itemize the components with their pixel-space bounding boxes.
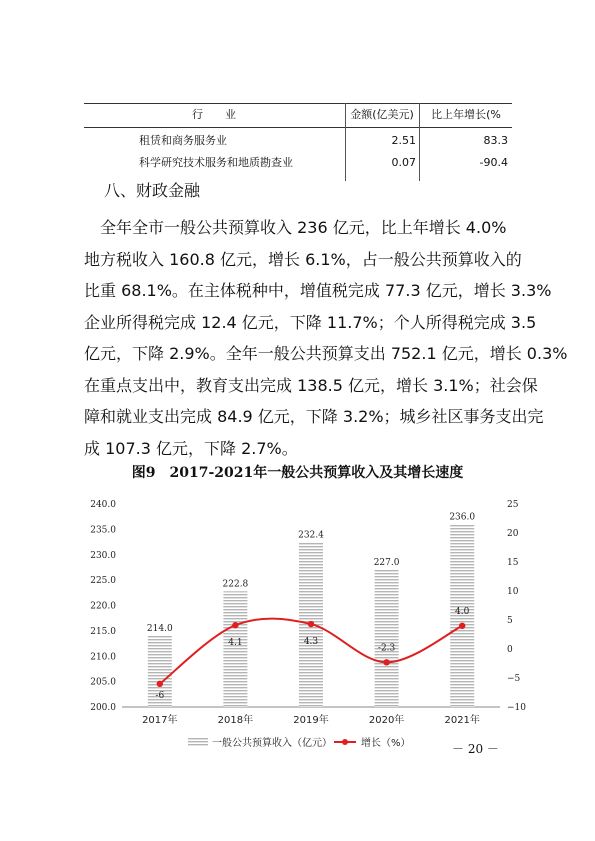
y-left-tick-label: 230.0 xyxy=(90,550,116,561)
chart-title: 图9 2017-2021年一般公共预算收入及其增长速度 xyxy=(131,465,464,481)
growth-value-label: 4.3 xyxy=(303,637,319,648)
y-right-tick-label: −5 xyxy=(507,674,521,684)
paragraph-line: 亿元，下降 2.9%。全年一般公共预算支出 752.1 亿元，增长 0.3% xyxy=(84,344,568,363)
x-tick-label: 2020年 xyxy=(368,715,405,726)
y-left-tick-label: 235.0 xyxy=(90,525,116,536)
bar-value-label: 227.0 xyxy=(373,557,400,568)
growth-value-label: 4.1 xyxy=(228,638,243,649)
x-tick-label: 2021年 xyxy=(444,715,480,726)
y-right-tick-label: 5 xyxy=(507,616,513,626)
legend-line-marker xyxy=(342,739,348,745)
bar-value-label: 222.8 xyxy=(222,579,249,590)
bar-value-label: 214.0 xyxy=(146,623,173,634)
y-left-tick-label: 205.0 xyxy=(90,677,116,688)
paragraph-line: 企业所得税完成 12.4 亿元，下降 11.7%；个人所得税完成 3.5 xyxy=(84,312,537,332)
legend-bar-swatch xyxy=(188,738,208,746)
growth-value-label: -2.3 xyxy=(377,643,396,654)
bar xyxy=(223,591,247,707)
y-left-tick-label: 210.0 xyxy=(90,652,116,663)
row-industry: 租赁和商务服务业 xyxy=(139,134,227,147)
paragraph-line: 地方税收入 160.8 亿元，增长 6.1%，占一般公共预算收入的 xyxy=(84,249,522,269)
y-right-tick-label: −10 xyxy=(507,703,526,713)
y-left-tick-label: 215.0 xyxy=(90,626,116,637)
header-amount: 金额(亿美元) xyxy=(350,108,414,121)
row-growth: -90.4 xyxy=(479,156,508,169)
bar-value-label: 236.0 xyxy=(449,512,476,523)
row-industry: 科学研究技术服务和地质勘查业 xyxy=(139,156,293,169)
legend-line-label: 增长（%） xyxy=(361,738,411,749)
bar-value-label: 232.4 xyxy=(298,530,324,541)
growth-point xyxy=(459,623,465,629)
section-heading: 八、财政金融 xyxy=(104,181,201,200)
x-tick-label: 2019年 xyxy=(293,715,329,726)
y-right-tick-label: 25 xyxy=(507,500,519,510)
growth-point xyxy=(157,681,163,687)
header-industry: 行 业 xyxy=(192,108,236,121)
paragraph-line: 比重 68.1%。在主体税种中，增值税完成 77.3 亿元，增长 3.3% xyxy=(84,281,552,300)
page-number: － 20 － xyxy=(452,742,499,756)
y-left-tick-label: 220.0 xyxy=(90,601,116,612)
y-right-tick-label: 0 xyxy=(507,645,513,655)
growth-point xyxy=(232,622,238,628)
y-right-tick-label: 20 xyxy=(507,529,519,539)
header-growth: 比上年增长(% xyxy=(431,108,501,121)
growth-value-label: -6 xyxy=(155,690,165,701)
bar xyxy=(375,570,399,707)
y-right-tick-label: 10 xyxy=(507,587,519,597)
y-left-tick-label: 225.0 xyxy=(90,576,116,587)
y-left-tick-label: 240.0 xyxy=(90,500,116,510)
growth-point xyxy=(383,659,389,665)
y-right-tick-label: 15 xyxy=(507,558,519,568)
paragraph-line: 在重点支出中，教育支出完成 138.5 亿元，增长 3.1%；社会保 xyxy=(84,375,538,395)
y-left-tick-label: 200.0 xyxy=(90,703,116,713)
legend-bar-label: 一般公共预算收入（亿元） xyxy=(212,738,332,749)
row-amount: 0.07 xyxy=(391,156,416,169)
row-amount: 2.51 xyxy=(391,134,416,147)
paragraph-line: 全年全市一般公共预算收入 236 亿元，比上年增长 4.0% xyxy=(100,218,507,237)
row-growth: 83.3 xyxy=(483,134,508,147)
growth-point xyxy=(308,621,314,627)
paragraph-line: 成 107.3 亿元，下降 2.7%。 xyxy=(84,438,298,458)
growth-value-label: 4.0 xyxy=(455,606,470,617)
x-tick-label: 2018年 xyxy=(217,715,254,726)
paragraph-line: 障和就业支出完成 84.9 亿元，下降 3.2%；城乡社区事务支出完 xyxy=(84,407,544,426)
x-tick-label: 2017年 xyxy=(142,715,178,726)
